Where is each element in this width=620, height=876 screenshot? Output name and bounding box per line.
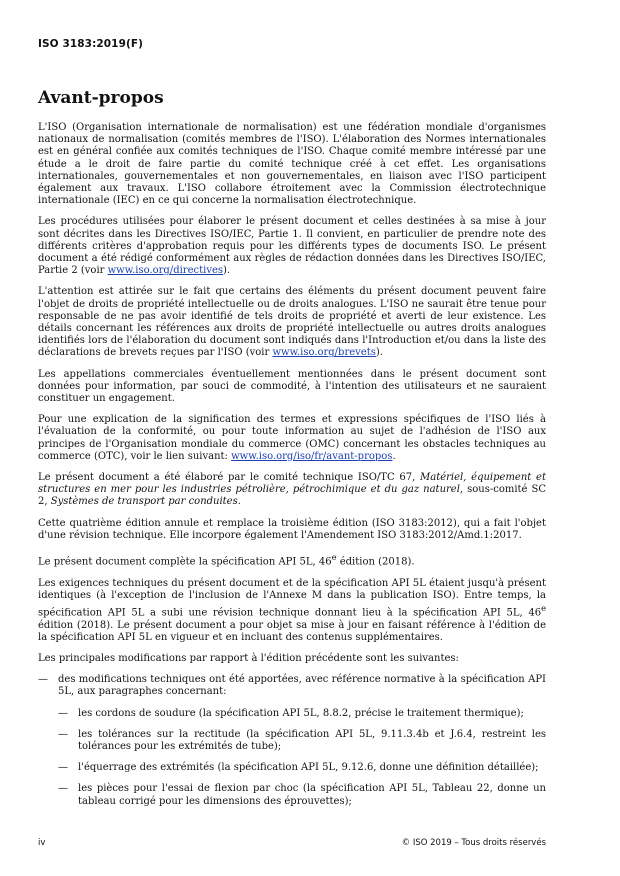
paragraph-committee: Le présent document a été élaboré par le comité technique ISO/TC 67, Matériel, équipement et structures en mer pour les industries pétrolière, pétrochimique et du gaz naturel, sous-comité SC 2, Systèmes de transport par conduites. xyxy=(38,472,546,508)
list-item: — des modifications techniques ont été apportées, avec référence normative à la spécification API 5L, aux paragraphes concernant: xyxy=(38,674,546,698)
document-page xyxy=(38,0,546,876)
dash-marker: — xyxy=(58,762,68,774)
dash-marker: — xyxy=(58,728,68,740)
sub-list-item: — les tolérances sur la rectitude (la spécification API 5L, 9.11.3.4b et J.6.4, restreint les tolérances pour les extrémités de tube); xyxy=(58,728,546,752)
paragraph-conformity: Pour une explication de la signification des termes et expressions spécifiques de l'ISO liés à l'évaluation de la conformité, ou pour toute information au sujet de l'adhésion de l'ISO aux principes de l'Organisation mondiale du commerce (OMC) concernant les obstacles techniques au commerce (OTC), voir le lien suivant: www.iso.org/iso/fr/avant-propos. xyxy=(38,414,546,462)
page-number: iv xyxy=(38,838,46,848)
document-id: ISO 3183:2019(F) xyxy=(38,38,144,50)
paragraph-edition: Cette quatrième édition annule et remplace la troisième édition (ISO 3183:2012), qui a fait l'objet d'une révision technique. Elle incorpore également l'Amendement ISO 3183:2012/Amd.1:2017. xyxy=(38,517,546,541)
link-avant-propos[interactable]: www.iso.org/iso/fr/avant-propos xyxy=(231,450,393,462)
paragraph-procedures: Les procédures utilisées pour élaborer le présent document et celles destinées à sa mise à jour sont décrites dans les Directives ISO/IEC, Partie 1. Il convient, en particulier de prendre note des différents critères d'approbation requis pour les différents types de documents ISO. Le présent document a été rédigé conformément aux règles de rédaction données dans les Directives ISO/IEC, Partie 2 (voir www.iso.org/directives). xyxy=(38,216,546,277)
paragraph-iso-intro: L'ISO (Organisation internationale de normalisation) est une fédération mondiale d'organismes nationaux de normalisation (comités membres de l'ISO). L'élaboration des Normes internationales est en général confiée aux comités techniques de l'ISO. Chaque comité membre intéressé par une étude a le droit de faire partie du comité technique créé à cet effet. Les organisations internationales, gouvernementales et non gouvernementales, en liaison avec l'ISO participent également aux travaux. L'ISO collabore étroitement avec la Commission électrotechnique internationale (IEC) en ce qui concerne la normalisation électrotechnique. xyxy=(38,122,546,207)
sub-list-item: — les pièces pour l'essai de flexion par choc (la spécification API 5L, Tableau 22, donne un tableau corrigé pour les dimensions des éprouvettes); xyxy=(58,783,546,807)
foreword-body xyxy=(38,122,546,817)
dash-marker: — xyxy=(58,707,68,719)
paragraph-trade-names: Les appellations commerciales éventuellement mentionnées dans le présent document sont données pour information, par souci de commodité, à l'intention des utilisateurs et ne sauraient constituer un engagement. xyxy=(38,368,546,405)
paragraph-changes-intro: Les principales modifications par rapport à l'édition précédente sont les suivantes: xyxy=(38,652,459,664)
paragraph-patents: L'attention est attirée sur le fait que certains des éléments du présent document peuvent faire l'objet de droits de propriété intellectuelle ou de droits analogues. L'ISO ne saurait être tenue pour responsable de ne pas avoir identifié de tels droits de propriété et averti de leur existence. Les détails concernant les références aux droits de propriété intellectuelle ou autres droits analogues identifiés lors de l'élaboration du document sont indiqués dans l'Introduction et/ou dans la liste des déclarations de brevets reçues par l'ISO (voir www.iso.org/brevets). xyxy=(38,286,546,359)
link-brevets[interactable]: www.iso.org/brevets xyxy=(272,347,376,359)
dash-marker: — xyxy=(38,674,48,686)
dash-marker: — xyxy=(58,783,68,795)
paragraph-api-requirements: Les exigences techniques du présent document et de la spécification API 5L étaient jusqu'à présent identiques (à l'exception de l'inclusion de l'Annexe M dans la publication ISO). Entre temps, la spécification API 5L a subi une révision technique donnant lieu à la spécification API 5L, 46e édition (2018). Le présent document a pour objet sa mise à jour en faisant référence à l'édition de la spécification API 5L en vigueur et en incluant des contenus supplémentaires. xyxy=(38,577,546,643)
page-title: Avant-propos xyxy=(38,88,164,108)
copyright-notice: © ISO 2019 – Tous droits réservés xyxy=(401,838,546,848)
sub-list-item: — les cordons de soudure (la spécification API 5L, 8.8.2, précise le traitement thermique); xyxy=(58,707,524,719)
paragraph-api-complement: Le présent document complète la spécification API 5L, 46e édition (2018). xyxy=(38,552,415,568)
sub-list-item: — l'équerrage des extrémités (la spécification API 5L, 9.12.6, donne une définition détaillée); xyxy=(58,762,539,774)
link-directives[interactable]: www.iso.org/directives xyxy=(107,265,224,277)
